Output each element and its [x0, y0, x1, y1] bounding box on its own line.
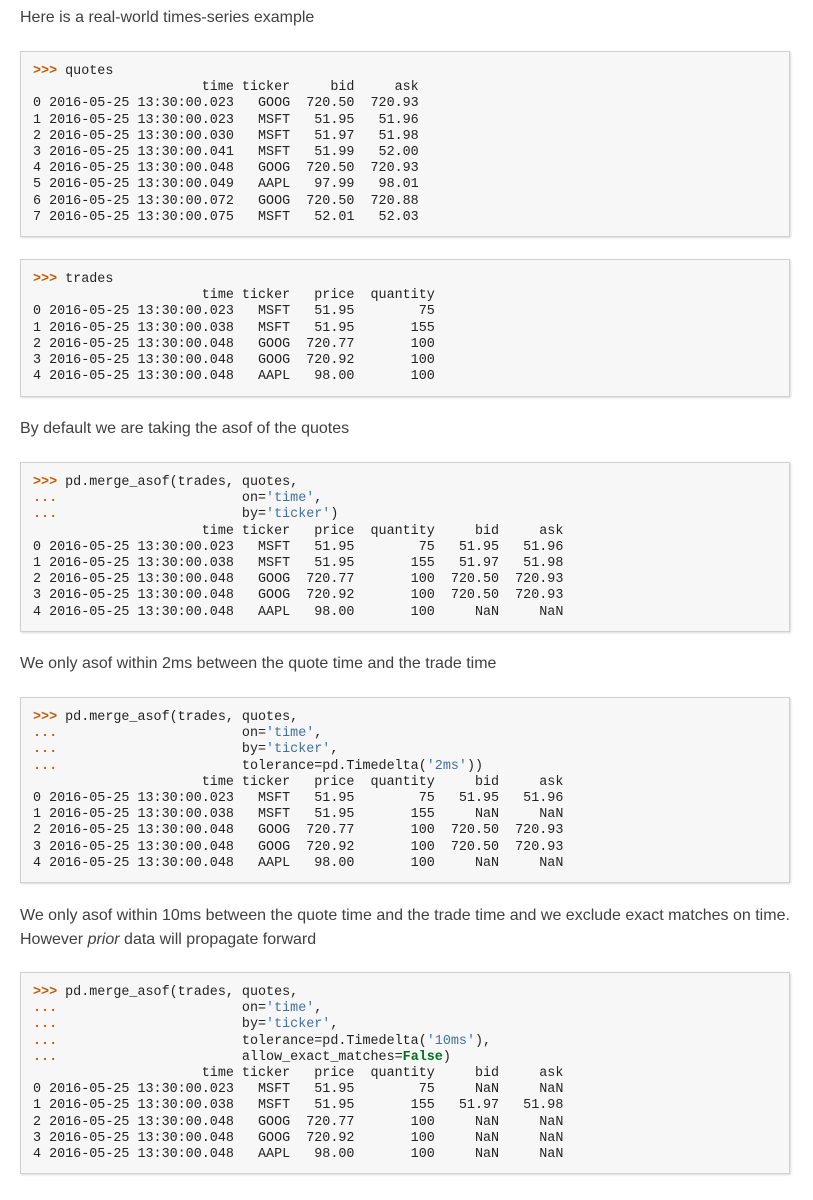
paragraph-10ms-line1: We only asof within 10ms between the quote time and the trade time and we exclude exact matches on time.: [20, 907, 790, 924]
continuation-marker: ...: [33, 758, 58, 774]
arg-by: by='ticker',: [57, 1017, 339, 1033]
prompt-marker: >>>: [33, 985, 58, 1000]
arg-by: by='ticker'): [57, 507, 339, 523]
output-table: time ticker price quantity bid ask 0 2016-05-25 13:30:00.023 MSFT 51.95 75 51.95 51.96 1 2016-05-25 13:30:00.038 MSFT 51.95 155 51.97 51.98 2 2016-05-25 13:30:00.048 GOOG 720.77 100 720.50 720.93 3 2016-05-25 13:30:00.048 GOOG 720.92 100 720.50 720.93 4 2016-05-25 13:30:00.048 AAPL 98.00 100 NaN NaN: [33, 523, 564, 620]
code-merge-2ms: [33, 710, 789, 872]
code-merge-10ms: [33, 985, 789, 1163]
output-table: time ticker bid ask 0 2016-05-25 13:30:00.023 GOOG 720.50 720.93 1 2016-05-25 13:30:00.023 MSFT 51.95 51.96 2 2016-05-25 13:30:00.030 MSFT 51.97 51.98 3 2016-05-25 13:30:00.041 MSFT 51.99 52.00 4 2016-05-25 13:30:00.048 GOOG 720.50 720.93 5 2016-05-25 13:30:00.049 AAPL 97.99 98.01 6 2016-05-25 13:30:00.072 GOOG 720.50 720.88 7 2016-05-25 13:30:00.075 MSFT 52.01 52.03: [33, 80, 419, 225]
continuation-marker: ...: [33, 742, 58, 758]
continuation-marker: ...: [33, 1033, 58, 1049]
code-block-merge-10ms: [20, 972, 790, 1174]
continuation-marker: ...: [33, 726, 58, 742]
continuation-marker: ...: [33, 507, 58, 523]
continuation-marker: ...: [33, 1049, 58, 1065]
paragraph-default-asof: By default we are taking the asof of the quotes: [20, 420, 350, 437]
prompt-marker: >>>: [33, 475, 58, 490]
command-text: trades: [57, 272, 114, 287]
code-trades: [33, 272, 789, 385]
arg-on: on='time',: [57, 491, 323, 507]
continuation-marker: ...: [33, 1001, 58, 1017]
code-block-trades: [20, 259, 790, 397]
continuation-marker: ...: [33, 1017, 58, 1033]
code-block-merge-2ms: [20, 697, 790, 883]
prompt-marker: >>>: [33, 64, 58, 79]
command-text: pd.merge_asof(trades, quotes,: [57, 475, 299, 490]
command-text: pd.merge_asof(trades, quotes,: [57, 985, 299, 1000]
arg-on: on='time',: [57, 1001, 323, 1017]
code-merge-default: [33, 475, 789, 621]
code-block-quotes: [20, 51, 790, 237]
arg-tolerance: tolerance=pd.Timedelta('10ms'),: [57, 1033, 492, 1049]
prompt-marker: >>>: [33, 710, 58, 725]
emphasis-prior: prior: [87, 931, 120, 948]
paragraph-10ms: [20, 904, 790, 952]
command-text: quotes: [57, 64, 114, 79]
output-table: time ticker price quantity bid ask 0 2016-05-25 13:30:00.023 MSFT 51.95 75 NaN NaN 1 2016-05-25 13:30:00.038 MSFT 51.95 155 51.97 51.98 2 2016-05-25 13:30:00.048 GOOG 720.77 100 NaN NaN 3 2016-05-25 13:30:00.048 GOOG 720.92 100 NaN NaN 4 2016-05-25 13:30:00.048 AAPL 98.00 100 NaN NaN: [33, 1066, 564, 1163]
paragraph-10ms-line2: However prior data will propagate forward: [20, 931, 317, 948]
output-table: time ticker price quantity 0 2016-05-25 13:30:00.023 MSFT 51.95 75 1 2016-05-25 13:30:00.038 MSFT 51.95 155 2 2016-05-25 13:30:00.048 GOOG 720.77 100 3 2016-05-25 13:30:00.048 GOOG 720.92 100 4 2016-05-25 13:30:00.048 AAPL 98.00 100: [33, 288, 435, 385]
output-table: time ticker price quantity bid ask 0 2016-05-25 13:30:00.023 MSFT 51.95 75 51.95 51.96 1 2016-05-25 13:30:00.038 MSFT 51.95 155 NaN NaN 2 2016-05-25 13:30:00.048 GOOG 720.77 100 720.50 720.93 3 2016-05-25 13:30:00.048 GOOG 720.92 100 720.50 720.93 4 2016-05-25 13:30:00.048 AAPL 98.00 100 NaN NaN: [33, 774, 564, 871]
arg-by: by='ticker',: [57, 742, 339, 758]
paragraph-2ms: We only asof within 2ms between the quote time and the trade time: [20, 655, 497, 672]
code-block-merge-default: [20, 462, 790, 632]
intro-paragraph: Here is a real-world times-series example: [20, 9, 315, 26]
arg-tolerance: tolerance=pd.Timedelta('2ms')): [57, 758, 484, 774]
prompt-marker: >>>: [33, 272, 58, 287]
code-quotes: [33, 64, 789, 226]
arg-allow-exact-matches: allow_exact_matches=False): [57, 1049, 451, 1065]
command-text: pd.merge_asof(trades, quotes,: [57, 710, 299, 725]
continuation-marker: ...: [33, 491, 58, 507]
arg-on: on='time',: [57, 726, 323, 742]
